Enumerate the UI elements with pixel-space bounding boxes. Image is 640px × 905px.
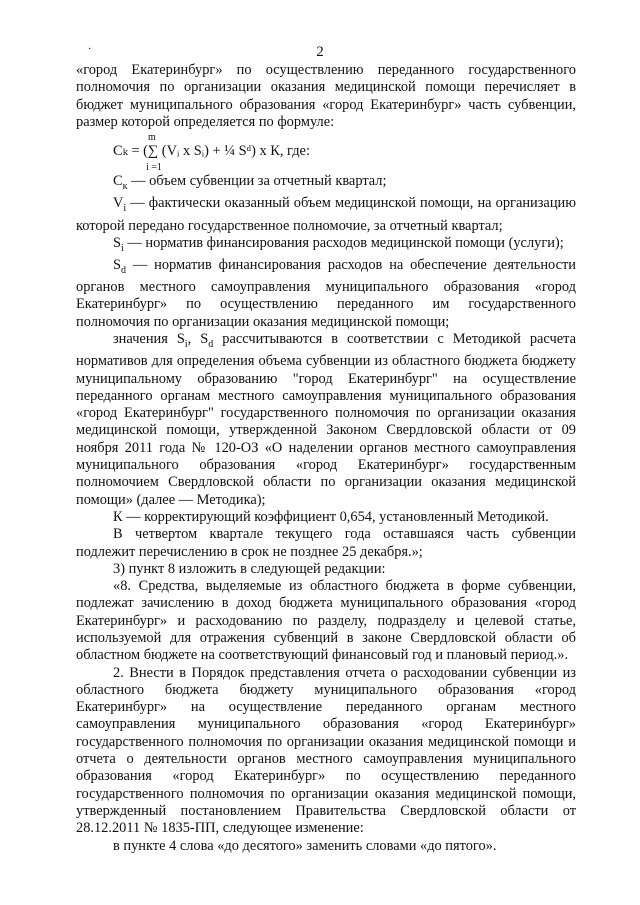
paragraph: «город Екатеринбург» по осуществлению переданного государственного полномочия по организации оказания медицинской помощи перечисляет в бюджет муниципального образования «город Екатеринбург» часть субвенции, размер которой определяется по формуле: — [76, 62, 576, 130]
values-paragraph: значения $S_i$, $S_d$ рассчитываются в соответствии с Методикой расчета нормативов для определения объема субвенции из областного бюджета бюджету муниципальному образованию "город Екатеринбург" на осуществление переданного органам местного самоуправления муниципального образования «город Екатеринбург" государственного полномочия по организации оказания медицинской помощи, утвержденной Законом Свердловской области от 09 ноября 2011 года № 120-ОЗ «О наделении органов местного самоуправления муниципального образования «город Екатеринбург» государственным полномочием Свердловской области по организации оказания медицинской помощи» (далее — Методика); — [76, 331, 576, 508]
paragraph: в пункте 4 слова «до десятого» заменить словами «до пятого». — [113, 837, 497, 854]
definition-sd: $S_d$ — норматив финансирования расходов на обеспечение деятельности органов местного самоуправления муниципального образования «город Екатеринбург» по осуществлению переданного им государственного полномочия по организации оказания медицинской помощи; — [76, 257, 576, 330]
definition-s: $S_i$ — норматив финансирования расходов медицинской помощи (услуги); — [113, 234, 564, 254]
page-number: 2 — [316, 44, 324, 60]
paragraph: К — корректирующий коэффициент 0,654, установленный Методикой. — [113, 508, 549, 525]
sum-upper-limit: m — [148, 132, 156, 144]
definition-c: $С_к$ — объем субвенции за отчетный квартал; — [113, 173, 387, 193]
paragraph: 3) пункт 8 изложить в следующей редакции: — [113, 560, 386, 577]
paragraph: В четвертом квартале текущего года оставшаяся часть субвенции подлежит перечислению в срок не позднее 25 декабря.»; — [76, 526, 576, 560]
paragraph: «8. Средства, выделяемые из областного бюджета в форме субвенции, подлежат зачислению в доход бюджета муниципального образования «город Екатеринбург» и расходованию по разделу, подразделу и целевой статье, используемой для отражения субвенций в законе Свердловской области об областном бюджете на соответствующий финансовый год и плановый период.». — [76, 578, 576, 664]
definition-v: $V_i$ — фактически оказанный объем медицинской помощи, на организацию которой передано государственное полномочие, за отчетный квартал; — [76, 195, 576, 234]
paragraph: 2. Внести в Порядок представления отчета о расходовании субвенции из областного бюджета бюджету муниципального образования «город Екатеринбург» на осуществление переданного органам местного самоуправления муниципального образования «город Екатеринбург» государственного полномочия по организации оказания медицинской помощи и отчета о деятельности органов местного самоуправления муниципального образования «город Екатеринбург» по осуществлению переданного государственного полномочия по организации оказания медицинской помощи, утвержденный постановлением Правительства Свердловской области от 28.12.2011 № 1835-ПП, следующее изменение: — [76, 664, 576, 837]
corner-mark: · — [88, 44, 92, 55]
subvention-formula — [76, 131, 576, 173]
document-body — [76, 62, 576, 855]
sum-lower-limit: i =1 — [146, 162, 162, 174]
formula-line: Сₖ = (∑ (Vᵢ x Sᵢ) + ¼ Sᵈ) x К, где: — [113, 143, 310, 160]
